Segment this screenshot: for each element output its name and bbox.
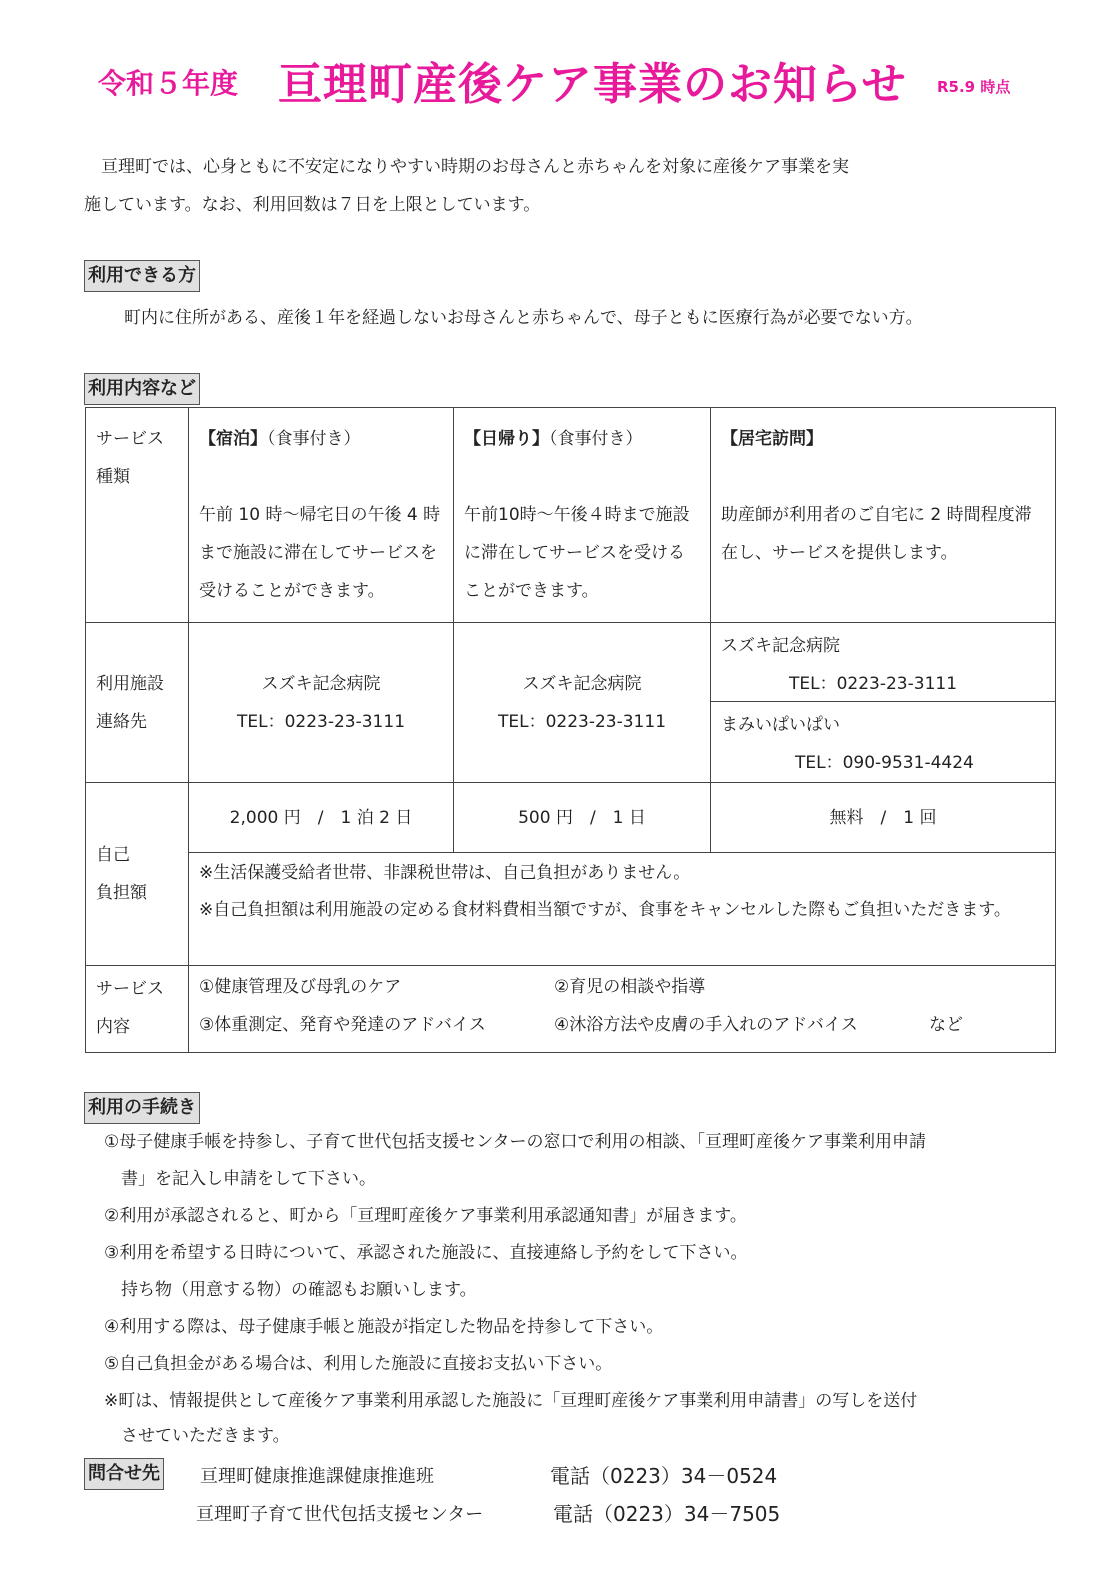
service-home-visit [711, 408, 1056, 623]
eligibility-text: 町内に住所がある、産後１年を経過しないお母さんと赤ちゃんで、母子ともに医療行為が必要でない方。 [124, 308, 923, 328]
contact-org: 亘理町子育て世代包括支援センター [196, 1504, 484, 1525]
procedure-line: 書」を記入し申請をして下さい。 [104, 1169, 376, 1189]
service-content-list [189, 966, 1056, 1053]
contact-org: 亘理町健康推進課健康推進班 [200, 1466, 434, 1487]
cost-row [86, 783, 1056, 853]
service-type-row [86, 408, 1056, 623]
service-desc: 午前 10 時～帰宅日の午後 4 時まで施設に滞在してサービスを受けることができます。 [199, 505, 441, 601]
procedure-line: させていただきます。 [104, 1426, 290, 1446]
service-item: ③体重測定、発育や発達のアドバイス [199, 1015, 486, 1035]
service-desc: 助産師が利用者のご自宅に 2 時間程度滞在し、サービスを提供します。 [721, 505, 1032, 563]
facility-overnight: スズキ記念病院 TEL：0223-23-3111 [189, 623, 454, 783]
procedure-line: ③利用を希望する日時について、承認された施設に、直接連絡し予約をして下さい。 [104, 1243, 748, 1263]
service-desc: 午前10時～午後４時まで施設に滞在してサービスを受けることができます。 [464, 505, 690, 601]
service-item: ②育児の相談や指導 [554, 977, 706, 997]
cost-overnight: 2,000 円 / 1 泊 2 日 [189, 783, 454, 853]
facility-row [86, 623, 1056, 783]
service-overnight: 【宿泊】（食事付き） 午前 10 時～帰宅日の午後 4 時まで施設に滞在してサービスを受けることができます。 [189, 408, 454, 623]
cost-home-visit: 無料 / 1 回 [711, 783, 1056, 853]
service-item: ①健康管理及び母乳のケア [199, 977, 402, 997]
service-name: 【日帰り】 [464, 429, 549, 449]
procedure-line: ⑤自己負担金がある場合は、利用した施設に直接お支払い下さい。 [104, 1354, 613, 1374]
procedure-heading: 利用の手続き [84, 1092, 200, 1124]
service-name: 【宿泊】 [199, 429, 267, 449]
intro-line-1: 亘理町では、心身ともに不安定になりやすい時期のお母さんと赤ちゃんを対象に産後ケア事業を実 [101, 157, 849, 177]
eligibility-heading: 利用できる方 [84, 260, 200, 292]
procedure-line: ④利用する際は、母子健康手帳と施設が指定した物品を持参して下さい。 [104, 1317, 664, 1337]
procedure-line: ②利用が承認されると、町から「亘理町産後ケア事業利用承認通知書」が届きます。 [104, 1206, 747, 1226]
procedure-line: ①母子健康手帳を持参し、子育て世代包括支援センターの窓口で利用の相談、「亘理町産後ケア事業利用申請 [104, 1132, 927, 1152]
contact-phone: 電話（0223）34－0524 [550, 1464, 778, 1488]
facility-label: 利用施設 連絡先 [86, 623, 189, 783]
title-as-of: R5.9 時点 [937, 78, 1011, 96]
cost-notes: ※生活保護受給者世帯、非課税世帯は、自己負担がありません。 ※自己負担額は利用施設の定める食材料費相当額ですが、食事をキャンセルした際もご負担いただきます。 [189, 853, 1056, 966]
service-content-label: サービス 内容 [86, 966, 189, 1053]
service-daytrip: 【日帰り】（食事付き） 午前10時～午後４時まで施設に滞在してサービスを受けることができます。 [454, 408, 711, 623]
title-prefix: 令和５年度 [98, 67, 239, 100]
intro-paragraph [84, 148, 1044, 224]
content-heading: 利用内容など [84, 373, 200, 405]
intro-line-2: 施しています。なお、利用回数は７日を上限としています。 [84, 195, 541, 215]
service-content-row [86, 966, 1056, 1053]
procedure-line: ※町は、情報提供として産後ケア事業利用承認した施設に「亘理町産後ケア事業利用申請書」の写しを送付 [104, 1391, 918, 1411]
service-table [85, 407, 1056, 1053]
cost-daytrip: 500 円 / 1 日 [454, 783, 711, 853]
page-title: 亘理町産後ケア事業のお知らせ [278, 59, 907, 110]
service-name: 【居宅訪問】 [721, 429, 823, 449]
service-item: ④沐浴方法や皮膚の手入れのアドバイス [554, 1015, 858, 1035]
cost-notes-row [86, 853, 1056, 966]
facility-daytrip: スズキ記念病院 TEL：0223-23-3111 [454, 623, 711, 783]
facility-home-visit: スズキ記念病院 TEL：0223-23-3111 まみいぱいぱい TEL：090-9531-4424 [711, 623, 1056, 783]
service-type-label: サービス 種類 [86, 408, 189, 623]
contact-heading: 問合せ先 [84, 1458, 164, 1490]
procedure-line: 持ち物（用意する物）の確認もお願いします。 [104, 1280, 477, 1300]
contact-phone: 電話（0223）34－7505 [553, 1502, 781, 1526]
cost-label: 自己 負担額 [86, 783, 189, 966]
service-item: など [929, 1015, 963, 1035]
